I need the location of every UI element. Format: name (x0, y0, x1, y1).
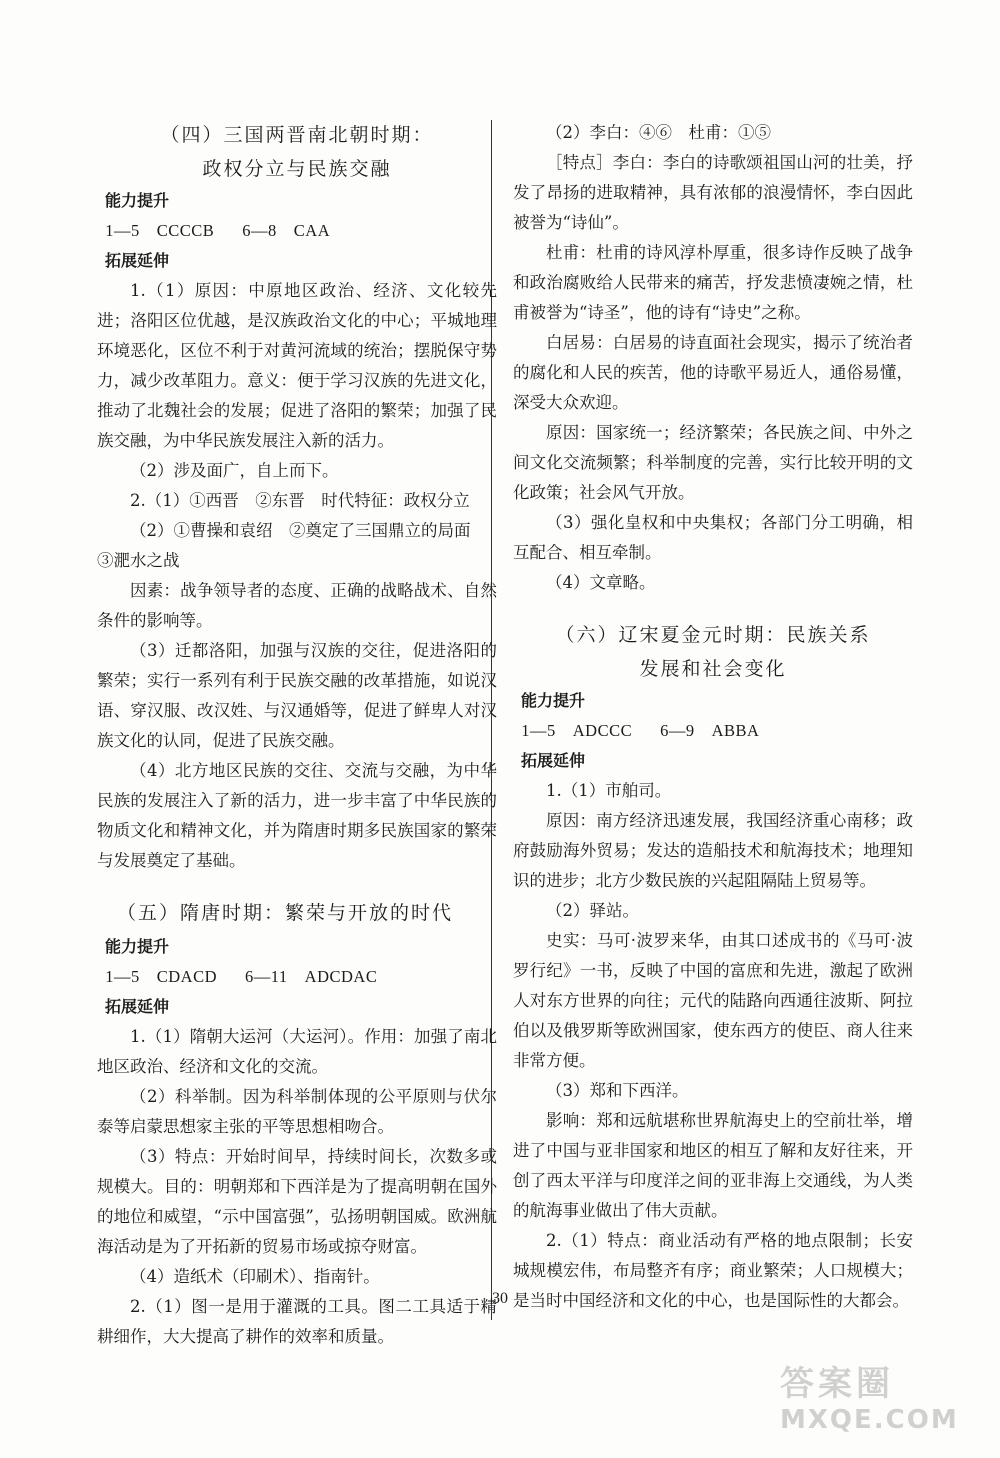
paragraph: ［特点］李白：李白的诗歌颂祖国山河的壮美，抒发了昂扬的进取精神，具有浓郁的浪漫情怀，李白因此被誉为“诗仙”。 (513, 153, 913, 232)
paragraph: （2）驿站。 (546, 901, 639, 920)
ability-heading: 能力提升 (521, 691, 586, 710)
answer-line (97, 962, 497, 992)
answer-group: 6—8 CAA (242, 221, 331, 240)
paragraph: 白居易：白居易的诗直面社会现实，揭示了统治者的腐化和人民的疾苦，他的诗歌平易近人，通俗易懂，深受大众欢迎。 (513, 333, 913, 412)
right-column (513, 118, 913, 1316)
paragraph: （2）①曹操和袁绍 ②奠定了三国鼎立的局面 (130, 521, 471, 540)
paragraph: 2.（1）①西晋 ②东晋 时代特征：政权分立 (130, 491, 470, 510)
ability-heading: 能力提升 (105, 937, 170, 956)
paragraph: （4）文章略。 (546, 573, 656, 592)
paragraph: （3）郑和下西洋。 (546, 1081, 689, 1100)
paragraph: 1.（1）原因：中原地区政治、经济、文化较先进；洛阳区位优越，是汉族政治文化的中心；平城地理环境恶化，区位不利于对黄河流域的统治；摆脱保守势力，减少改革阻力。意义：便于学习汉族的先进文化，推动了北魏社会的发展；促进了洛阳的繁荣；加强了民族交融，为中华民族发展注入新的活力。 (97, 281, 497, 450)
paragraph: （3）特点：开始时间早，持续时间长，次数多或规模大。目的：明朝郑和下西洋是为了提高明朝在国外的地位和威望，“示中国富强”，弘扬明朝国威。欧洲航海活动是为了开拓新的贸易市场或掠夺财富。 (97, 1147, 497, 1256)
section-6-title-line1: （六）辽宋夏金元时期：民族关系 (555, 624, 871, 646)
extension-heading: 拓展延伸 (521, 751, 586, 770)
paragraph: 杜甫：杜甫的诗风淳朴厚重，很多诗作反映了战争和政治腐败给人民带来的痛苦，抒发悲愤凄婉之情，杜甫被誉为“诗圣”，他的诗有“诗史”之称。 (513, 243, 913, 322)
answer-group: 1—5 CCCCB (105, 221, 215, 240)
paragraph: （3）强化皇权和中央集权；各部门分工明确，相互配合、相互牵制。 (513, 513, 913, 562)
watermark-text-bottom: MXQE.COM (780, 1405, 959, 1435)
extension-heading: 拓展延伸 (105, 997, 170, 1016)
section-4-title-line2: 政权分立与民族交融 (202, 158, 392, 180)
paragraph: 1.（1）隋朝大运河（大运河）。作用：加强了南北地区政治、经济和文化的交流。 (97, 1027, 497, 1076)
answer-group: 6—11 ADCDAC (245, 967, 378, 986)
ability-heading: 能力提升 (105, 191, 170, 210)
section-4-title-line1: （四）三国两晋南北朝时期： (160, 124, 434, 146)
paragraph: 史实：马可·波罗来华，由其口述成书的《马可·波罗行纪》一书，反映了中国的富庶和先进，激起了欧洲人对东方世界的向往；元代的陆路向西通往波斯、阿拉伯以及俄罗斯等欧洲国家，使东西方的使臣、商人往来非常方便。 (513, 931, 913, 1070)
paragraph: （2）科举制。因为科举制体现的公平原则与伏尔泰等启蒙思想家主张的平等思想相吻合。 (97, 1087, 497, 1136)
answer-group: 1—5 CDACD (105, 967, 218, 986)
paragraph: 原因：国家统一；经济繁荣；各民族之间、中外之间文化交流频繁；科举制度的完善，实行比较开明的文化政策；社会风气开放。 (513, 423, 913, 502)
extension-heading: 拓展延伸 (105, 251, 170, 270)
watermark-logo (780, 1356, 970, 1446)
section-5-title: （五）隋唐时期：繁荣与开放的时代 (117, 902, 454, 924)
answer-line (513, 716, 913, 746)
left-column (97, 118, 497, 1352)
paragraph: （3）迁都洛阳，加强与汉族的交往，促进洛阳的繁荣；实行一系列有利于民族交融的改革措施，如说汉语、穿汉服、改汉姓、与汉通婚等，促进了鲜卑人对汉族文化的认同，促进了民族交融。 (97, 641, 497, 750)
answer-group: 1—5 ADCCC (521, 721, 633, 740)
paragraph: （2）涉及面广，自上而下。 (130, 461, 339, 480)
paragraph: 原因：南方经济迅速发展，我国经济重心南移；政府鼓励海外贸易；发达的造船技术和航海技术；地理知识的进步；北方少数民族的兴起阻隔陆上贸易等。 (513, 811, 913, 890)
paragraph: 2.（1）图一是用于灌溉的工具。图二工具适于精耕细作，大大提高了耕作的效率和质量。 (97, 1297, 497, 1346)
paragraph: 影响：郑和远航堪称世界航海史上的空前壮举，增进了中国与亚非国家和地区的相互了解和友好往来，开创了西太平洋与印度洋之间的亚非海上交通线，为人类的航海事业做出了伟大贡献。 (513, 1111, 913, 1220)
paragraph: （4）造纸术（印刷术）、指南针。 (130, 1267, 380, 1286)
watermark-text-top: 答案圈 (780, 1364, 894, 1404)
answer-line (97, 216, 497, 246)
page-number: 30 (492, 1290, 508, 1307)
paragraph: （2）李白：④⑥ 杜甫：①⑤ (546, 123, 771, 142)
paragraph: （4）北方地区民族的交往、交流与交融，为中华民族的发展注入了新的活力，进一步丰富了中华民族的物质文化和精神文化，并为隋唐时期多民族国家的繁荣与发展奠定了基础。 (97, 761, 497, 870)
section-6-title-line2: 发展和社会变化 (639, 658, 787, 680)
paragraph: 1.（1）市舶司。 (546, 781, 672, 800)
paragraph: ③淝水之战 (97, 551, 180, 570)
answer-group: 6—9 ABBA (660, 721, 760, 740)
paragraph: 因素：战争领导者的态度、正确的战略战术、自然条件的影响等。 (97, 581, 497, 630)
paragraph: 2.（1）特点：商业活动有严格的地点限制；长安城规模宏伟，布局整齐有序；商业繁荣；人口规模大；是当时中国经济和文化的中心，也是国际性的大都会。 (513, 1231, 913, 1310)
